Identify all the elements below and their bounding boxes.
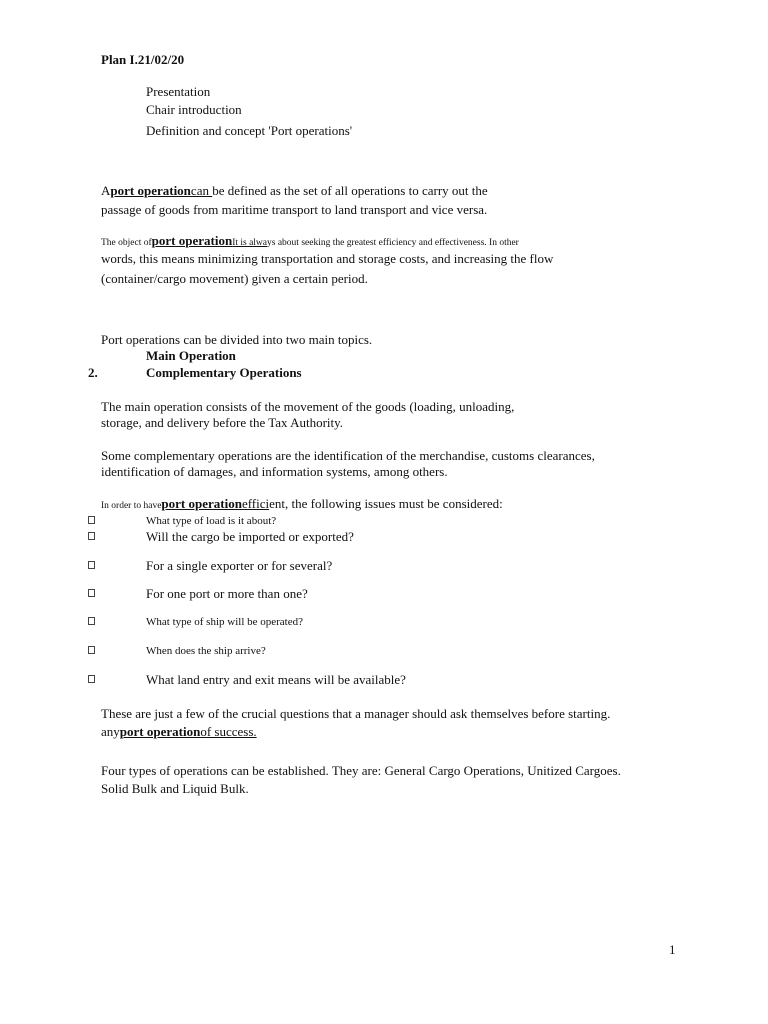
topics-intro: Port operations can be divided into two main topics. [101,332,373,347]
issues-rest: ent, the following issues must be considered: [269,496,503,511]
term-port-operation: port operation [110,183,191,198]
object-lead: The object of [101,238,152,248]
object-small-underlined: It is alwa [232,238,268,248]
complementary-line-2: identification of damages, and information systems, among others. [101,464,448,479]
types-line-1: Four types of operations can be established. They are: General Cargo Operations, Unitized Cargoes. [101,763,621,778]
agenda-item: Presentation [146,84,211,99]
bullet-box-icon [88,675,95,683]
question-item: What land entry and exit means will be available? [146,672,406,687]
bullet-box-icon [88,589,95,597]
topic-main-operation: Main Operation [146,348,236,363]
main-op-line-1: The main operation consists of the movement of the goods (loading, unloading, [101,399,515,414]
bullet-box-icon [88,561,95,569]
crucial-any: any [101,724,120,739]
agenda-item: Definition and concept 'Port operations' [146,123,353,138]
bullet-box-icon [88,532,95,540]
types-line-2: Solid Bulk and Liquid Bulk. [101,781,249,796]
bullet-box-icon [88,516,95,524]
plan-title: Plan I.21/02/20 [101,52,185,67]
issues-lead: In order to have [101,501,162,511]
issues-effic: effici [241,496,270,511]
main-op-line-2: storage, and delivery before the Tax Authority. [101,415,344,430]
bullet-box-icon [88,646,95,654]
definition-line-2: passage of goods from maritime transport to land transport and vice versa. [101,202,488,217]
topic-complementary-operations: Complementary Operations [146,365,302,380]
page-number: 1 [669,942,676,957]
topic-number-2: 2. [88,365,98,380]
term-port-operation: port operation [161,496,242,511]
crucial-line-2 [101,724,257,740]
question-item: What type of load is it about? [146,515,277,527]
object-small-rest: ys about seeking the greatest efficiency and effectiveness. In other [267,238,519,248]
crucial-line-1: These are just a few of the crucial questions that a manager should ask themselves before starting. [101,706,611,721]
text-can: can [190,183,213,198]
object-line-3: (container/cargo movement) given a certain period. [101,271,368,286]
text-a: A [101,183,111,198]
complementary-line-1: Some complementary operations are the identification of the merchandise, customs clearances, [101,448,595,463]
agenda-item: Chair introduction [146,102,242,117]
question-item: For one port or more than one? [146,586,308,601]
question-item: What type of ship will be operated? [146,616,304,628]
crucial-rest: of success. [200,724,257,739]
object-line-1 [101,233,519,251]
object-line-2: words, this means minimizing transportation and storage costs, and increasing the flow [101,251,554,266]
definition-line-1 [101,183,488,199]
term-port-operation: port operation [119,724,201,739]
definition-rest: be defined as the set of all operations to carry out the [212,183,488,198]
issues-intro [101,496,503,514]
bullet-box-icon [88,617,95,625]
question-item: Will the cargo be imported or exported? [146,529,354,544]
term-port-operation: port operation [151,233,233,248]
question-item: When does the ship arrive? [146,645,266,657]
question-item: For a single exporter or for several? [146,558,333,573]
